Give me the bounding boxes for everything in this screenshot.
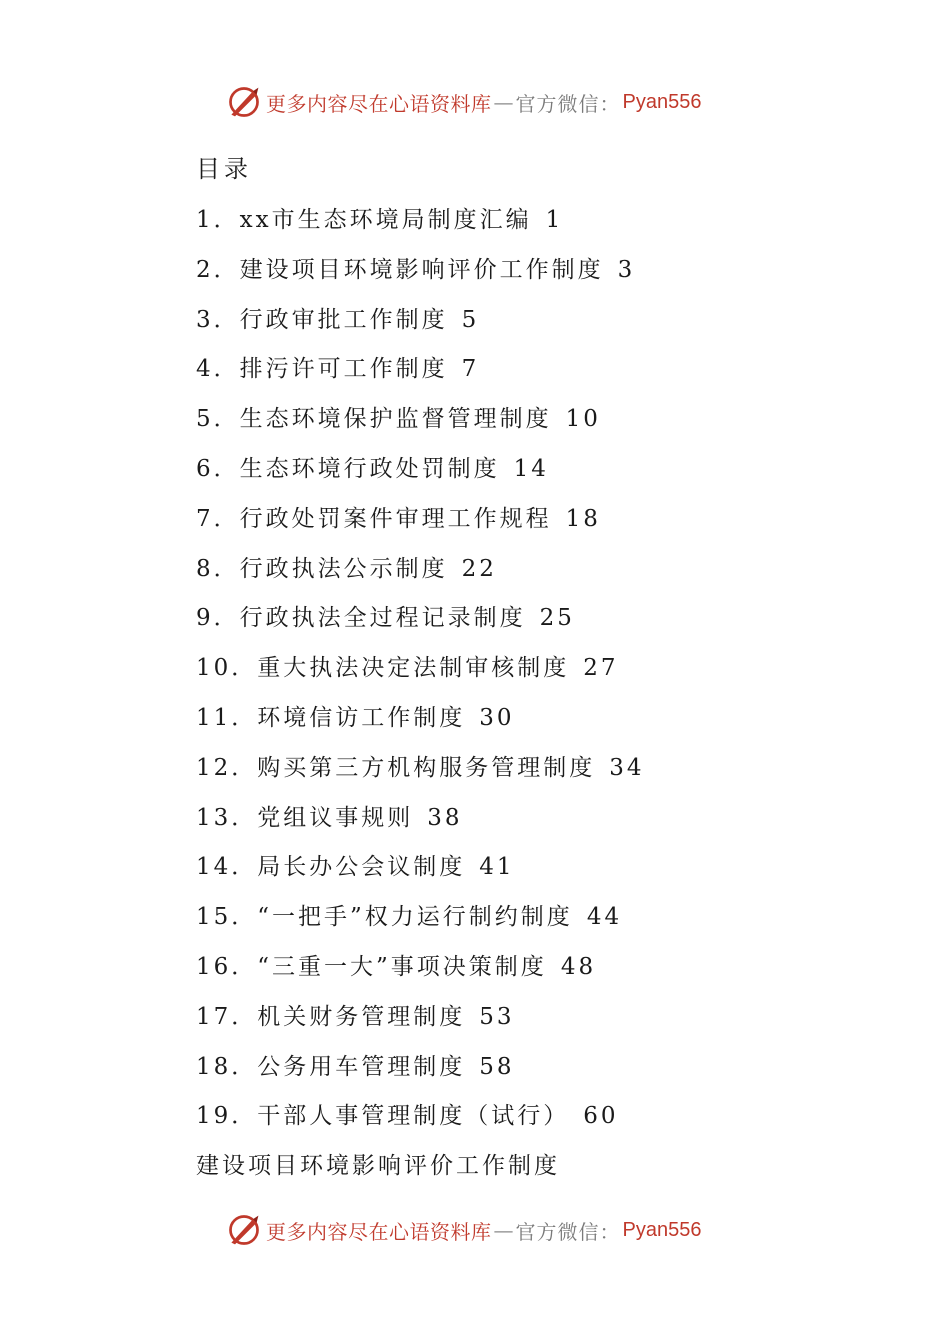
toc-item[interactable] xyxy=(196,600,645,650)
banner-text: 更多内容尽在心语资料库 xyxy=(266,91,492,116)
toc-item[interactable] xyxy=(196,252,645,302)
toc-item-page: 44 xyxy=(586,904,623,931)
toc-item-page: 58 xyxy=(479,1053,515,1080)
toc-item[interactable] xyxy=(196,650,645,700)
toc-item-page: 27 xyxy=(583,655,619,682)
toc-item-number: 8． xyxy=(196,555,240,582)
toc-item-number: 13． xyxy=(196,804,258,831)
toc-item[interactable] xyxy=(196,202,645,252)
toc-item[interactable] xyxy=(196,302,645,352)
toc-item-page: 41 xyxy=(479,854,515,881)
toc-item[interactable] xyxy=(196,501,645,551)
toc-item-page: 48 xyxy=(560,953,597,980)
toc-item-number: 11． xyxy=(196,704,258,731)
toc-item[interactable] xyxy=(196,949,645,999)
toc-item-title: 重大执法决定法制审核制度 xyxy=(257,655,570,682)
toc-item-title: 购买第三方机构服务管理制度 xyxy=(257,754,596,781)
toc-item-title: 行政执法全过程记录制度 xyxy=(239,605,526,632)
toc-item[interactable] xyxy=(196,899,645,949)
header-banner xyxy=(226,82,701,122)
banner-wechat-label: 官方微信： xyxy=(515,91,621,116)
toc-item-number: 7． xyxy=(196,505,240,532)
toc-item-page: 25 xyxy=(539,605,575,632)
pen-logo-icon xyxy=(226,1212,262,1248)
toc-item[interactable] xyxy=(196,1049,645,1099)
toc-item-title: xx市生态环境局制度汇编 xyxy=(239,207,532,233)
toc-item-number: 16． xyxy=(196,953,258,980)
toc-item-title: “一把手”权力运行制约制度 xyxy=(257,904,573,931)
toc-item-page: 1 xyxy=(545,207,564,233)
toc-item-number: 2． xyxy=(196,256,240,283)
section-heading: 建设项目环境影响评价工作制度 xyxy=(196,1153,560,1179)
toc-item-number: 12． xyxy=(196,754,258,781)
toc-item-page: 7 xyxy=(461,356,480,383)
toc-list xyxy=(196,202,645,1148)
toc-item-number: 1． xyxy=(196,207,240,233)
banner-separator: — xyxy=(493,1218,514,1242)
toc-item-title: 生态环境保护监督管理制度 xyxy=(239,406,552,433)
footer-banner xyxy=(226,1210,701,1250)
toc-item[interactable] xyxy=(196,351,645,401)
toc-item[interactable] xyxy=(196,1098,645,1148)
toc-item-title: 干部人事管理制度（试行） xyxy=(257,1103,570,1130)
toc-item-number: 5． xyxy=(196,406,240,433)
banner-separator: — xyxy=(493,90,514,114)
toc-item-number: 6． xyxy=(196,455,240,482)
toc-item[interactable] xyxy=(196,700,645,750)
toc-item[interactable] xyxy=(196,451,645,501)
toc-item-number: 17． xyxy=(196,1003,258,1030)
toc-item-title: 行政执法公示制度 xyxy=(239,555,448,582)
banner-wechat-id: Pyan556 xyxy=(622,1218,702,1241)
toc-item-page: 14 xyxy=(513,455,549,482)
toc-item-number: 4． xyxy=(196,356,240,383)
toc-item[interactable] xyxy=(196,849,645,899)
toc-item[interactable] xyxy=(196,999,645,1049)
toc-item[interactable] xyxy=(196,750,645,800)
toc-item-number: 18． xyxy=(196,1053,258,1080)
toc-item-title: 生态环境行政处罚制度 xyxy=(239,455,500,482)
toc-item[interactable] xyxy=(196,551,645,601)
toc-item-title: 党组议事规则 xyxy=(257,804,414,831)
toc-item-number: 3． xyxy=(196,306,240,333)
toc-item-number: 19． xyxy=(196,1103,258,1130)
toc-item-page: 53 xyxy=(479,1003,515,1030)
toc-item-page: 3 xyxy=(617,256,636,283)
toc-item-page: 18 xyxy=(565,505,601,532)
toc-item-title: 环境信访工作制度 xyxy=(257,704,466,731)
toc-item-title: 排污许可工作制度 xyxy=(239,356,448,383)
toc-item[interactable] xyxy=(196,800,645,850)
toc-item-title: 行政处罚案件审理工作规程 xyxy=(239,505,552,532)
toc-item-title: 机关财务管理制度 xyxy=(257,1003,466,1030)
toc-item-page: 60 xyxy=(583,1103,619,1130)
toc-item-page: 10 xyxy=(565,406,601,433)
toc-item-number: 14． xyxy=(196,854,258,881)
toc-item-page: 30 xyxy=(479,704,515,731)
toc-item-title: “三重一大”事项决策制度 xyxy=(257,953,547,980)
toc-item[interactable] xyxy=(196,401,645,451)
toc-item-page: 5 xyxy=(461,306,480,333)
banner-wechat-label: 官方微信： xyxy=(515,1219,621,1244)
toc-title: 目录 xyxy=(196,155,252,183)
toc-item-number: 9． xyxy=(196,605,240,632)
toc-item-title: 建设项目环境影响评价工作制度 xyxy=(239,256,604,283)
banner-wechat-id: Pyan556 xyxy=(622,90,702,113)
banner-text: 更多内容尽在心语资料库 xyxy=(266,1219,492,1244)
toc-item-title: 局长办公会议制度 xyxy=(257,854,466,881)
toc-item-number: 10． xyxy=(196,655,258,682)
pen-logo-icon xyxy=(226,84,262,120)
toc-item-page: 34 xyxy=(609,754,645,781)
toc-item-number: 15． xyxy=(196,904,258,931)
toc-item-page: 38 xyxy=(427,804,463,831)
toc-item-page: 22 xyxy=(461,555,497,582)
toc-item-title: 行政审批工作制度 xyxy=(239,306,448,333)
toc-item-title: 公务用车管理制度 xyxy=(257,1053,466,1080)
